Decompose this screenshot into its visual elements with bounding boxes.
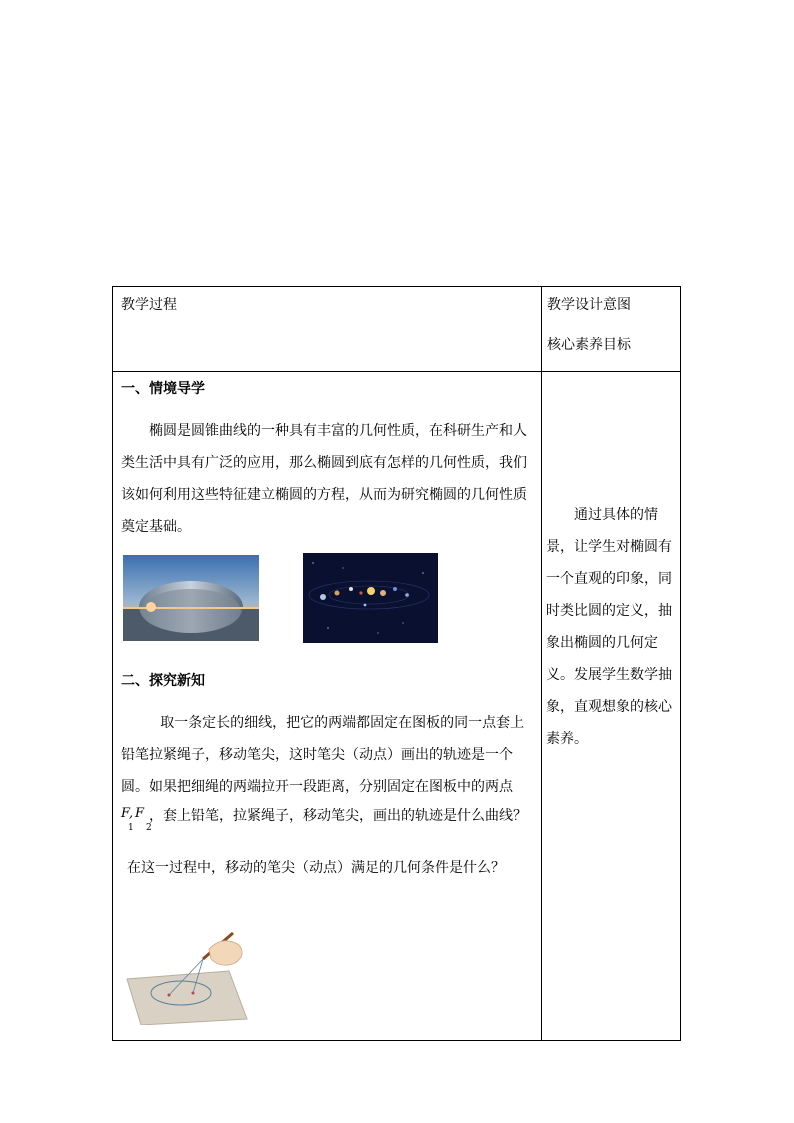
focus-f2: F — [135, 806, 145, 821]
header-design-intent: 教学设计意图 — [547, 297, 631, 313]
subscript-1: 1 — [128, 823, 134, 833]
section2-paragraph: 取一条定长的细线，把它的两端都固定在图板的同一点套上铅笔拉紧绳子，移动笔尖，这时笔尖（动点）画出的轨迹是一个圆。如果把细绳的两端拉开一段距离，分别固定在图板中的两点 — [121, 715, 525, 795]
subscript-2: 2 — [146, 823, 152, 833]
column-divider — [541, 287, 542, 1040]
foci-separator: , — [129, 806, 134, 821]
opera-house-photo — [123, 555, 259, 641]
section2-paragraph-end: ，套上铅笔，拉紧绳子，移动笔尖，画出的轨迹是什么曲线？ — [149, 808, 527, 824]
solar-system-photo — [303, 553, 438, 643]
section2-question: 在这一过程中，移动的笔尖（动点）满足的几何条件是什么？ — [127, 860, 505, 876]
header-teaching-process: 教学过程 — [121, 297, 177, 313]
section1-heading: 一、情境导学 — [121, 381, 205, 397]
section2-heading: 二、探究新知 — [121, 673, 205, 689]
ellipse-drawing-illustration — [121, 929, 249, 1025]
focus-f1: F — [121, 806, 131, 821]
design-intent-text: 通过具体的情景，让学生对椭圆有一个直观的印象，同时类比圆的定义，抽象出椭圆的几何定义。发展学生数学抽象，直观想象的核心素养。 — [546, 507, 672, 747]
header-divider — [113, 371, 680, 372]
lesson-table — [112, 286, 681, 1041]
section1-paragraph: 椭圆是圆锥曲线的一种具有丰富的几何性质，在科研生产和人类生活中具有广泛的应用，那么椭圆到底有怎样的几何性质，我们该如何利用这些特征建立椭圆的方程，从而为研究椭圆的几何性质奠定基础。 — [121, 423, 527, 535]
header-core-literacy: 核心素养目标 — [547, 337, 631, 353]
